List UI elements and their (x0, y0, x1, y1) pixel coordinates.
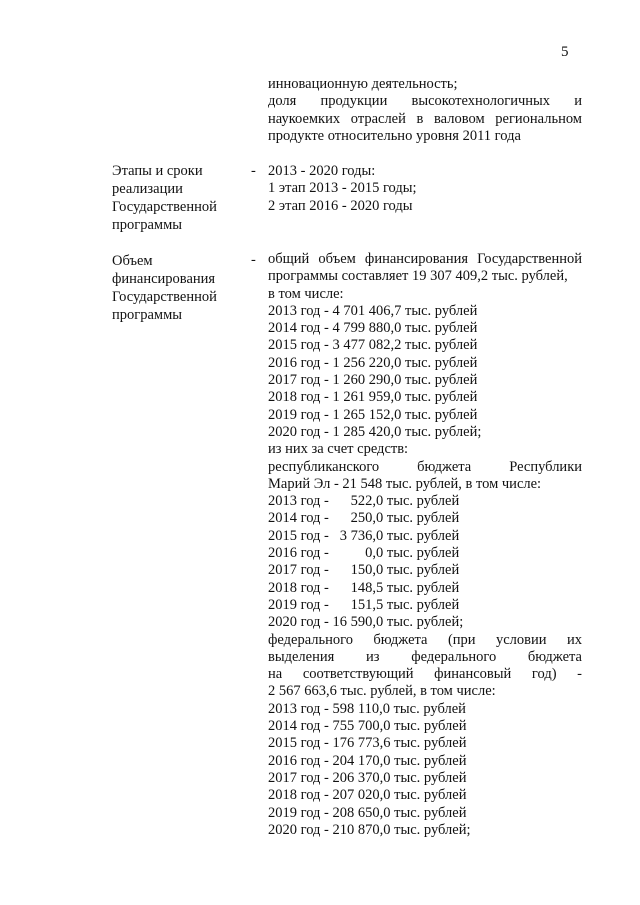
stages-line: 2013 - 2020 годы: (268, 163, 376, 179)
funding-dash: - (251, 252, 256, 268)
federal-year-row: 2019 год - 208 650,0 тыс. рублей (268, 804, 467, 821)
republic-year-row: 2020 год - 16 590,0 тыс. рублей; (268, 614, 464, 631)
republic-line: Марий Эл - 21 548 тыс. рублей, в том числе: (268, 475, 542, 492)
federal-year-row: 2015 год - 176 773,6 тыс. рублей (268, 735, 467, 752)
federal-year-row: 2017 год - 206 370,0 тыс. рублей (268, 769, 467, 786)
federal-line: на соответствующий финансовый год) - (268, 666, 582, 683)
federal-year-row: 2014 год - 755 700,0 тыс. рублей (268, 718, 467, 735)
intro-block (268, 76, 582, 145)
total-year-row: 2020 год - 1 285 420,0 тыс. рублей; (268, 423, 482, 440)
funding-values (268, 251, 582, 839)
stages-label-line: программы (112, 217, 182, 233)
funding-label (112, 252, 252, 324)
total-year-row: 2018 год - 1 261 959,0 тыс. рублей (268, 389, 478, 406)
federal-year-row: 2020 год - 210 870,0 тыс. рублей; (268, 821, 471, 838)
republic-year-row: 2018 год - 148,5 тыс. рублей (268, 579, 460, 596)
intro-line: наукоемких отраслей в валовом региональном (268, 110, 582, 127)
total-year-row: 2015 год - 3 477 082,2 тыс. рублей (268, 337, 478, 354)
sources-heading: из них за счет средств: (268, 441, 409, 458)
funding-total-line: в том числе: (268, 285, 344, 302)
stages-label-line: Государственной (112, 199, 217, 215)
stages-values (268, 163, 582, 215)
republic-year-row: 2017 год - 150,0 тыс. рублей (268, 562, 460, 579)
total-year-row: 2016 год - 1 256 220,0 тыс. рублей (268, 354, 478, 371)
stages-line: 1 этап 2013 - 2015 годы; (268, 180, 417, 197)
stages-label-line: реализации (112, 181, 183, 197)
republic-year-row: 2015 год - 3 736,0 тыс. рублей (268, 527, 460, 544)
federal-year-row: 2018 год - 207 020,0 тыс. рублей (268, 787, 467, 804)
stages-dash: - (251, 163, 256, 179)
stages-label (112, 162, 252, 234)
intro-line: доля продукции высокотехнологичных и (268, 93, 582, 110)
republic-year-row: 2013 год - 522,0 тыс. рублей (268, 493, 460, 510)
federal-line: 2 567 663,6 тыс. рублей, в том числе: (268, 683, 496, 700)
total-year-row: 2017 год - 1 260 290,0 тыс. рублей (268, 372, 478, 389)
republic-year-row: 2016 год - 0,0 тыс. рублей (268, 545, 460, 562)
intro-line: продукте относительно уровня 2011 года (268, 127, 521, 144)
republic-line: республиканского бюджета Республики (268, 458, 582, 475)
total-year-row: 2014 год - 4 799 880,0 тыс. рублей (268, 320, 478, 337)
total-year-row: 2013 год - 4 701 406,7 тыс. рублей (268, 302, 478, 319)
page-number: 5 (561, 44, 569, 60)
funding-total-line: общий объем финансирования Государственной (268, 251, 582, 267)
federal-year-row: 2016 год - 204 170,0 тыс. рублей (268, 752, 467, 769)
funding-label-line: программы (112, 307, 182, 323)
federal-line: выделения из федерального бюджета (268, 648, 582, 665)
funding-label-line: Государственной (112, 289, 217, 305)
funding-label-line: финансирования (112, 271, 216, 287)
federal-year-row: 2013 год - 598 110,0 тыс. рублей (268, 700, 466, 717)
federal-line: федерального бюджета (при условии их (268, 631, 582, 648)
funding-label-line: Объем (112, 253, 153, 269)
republic-year-row: 2014 год - 250,0 тыс. рублей (268, 510, 460, 527)
republic-year-row: 2019 год - 151,5 тыс. рублей (268, 596, 460, 613)
intro-line: инновационную деятельность; (268, 76, 458, 92)
stages-line: 2 этап 2016 - 2020 годы (268, 197, 413, 214)
funding-total-line: программы составляет 19 307 409,2 тыс. рублей, (268, 268, 568, 285)
total-year-row: 2019 год - 1 265 152,0 тыс. рублей (268, 406, 478, 423)
stages-label-line: Этапы и сроки (112, 163, 203, 179)
